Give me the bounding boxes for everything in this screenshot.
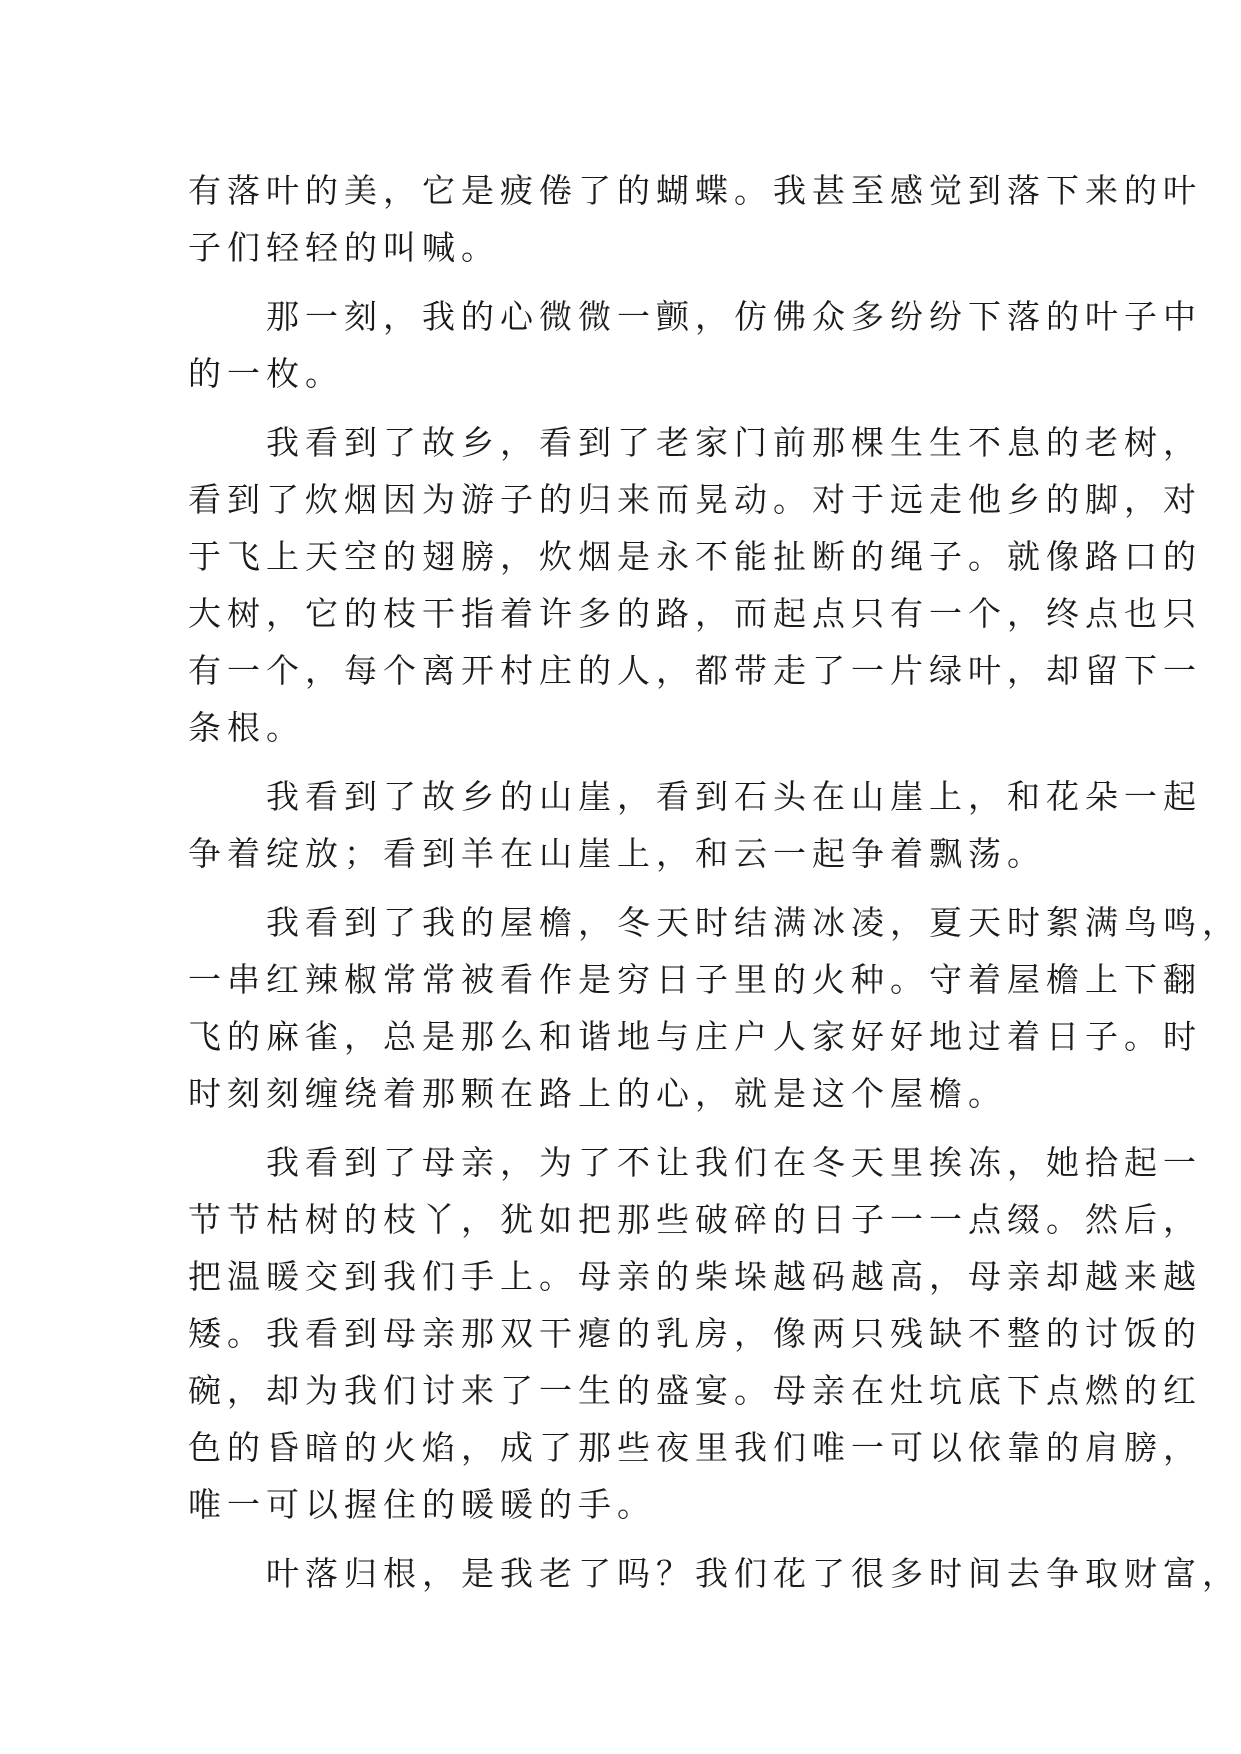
text-line: 一串红辣椒常常被看作是穷日子里的火种。守着屋檐上下翻 (188, 960, 1202, 999)
text-line: 我看到了故乡的山崖，看到石头在山崖上，和花朵一起 (188, 777, 1202, 816)
text-line: 有一个，每个离开村庄的人，都带走了一片绿叶，却留下一 (188, 651, 1202, 690)
text-line: 节节枯树的枝丫，犹如把那些破碎的日子一一点缀。然后， (188, 1200, 1202, 1239)
text-line: 的一枚。 (188, 354, 344, 393)
text-line: 飞的麻雀，总是那么和谐地与庄户人家好好地过着日子。时 (188, 1017, 1202, 1056)
text-line: 那一刻，我的心微微一颤，仿佛众多纷纷下落的叶子中 (188, 297, 1202, 336)
text-line: 色的昏暗的火焰，成了那些夜里我们唯一可以依靠的肩膀， (188, 1428, 1202, 1467)
paragraph (188, 894, 1241, 1122)
text-line: 我看到了母亲，为了不让我们在冬天里挨冻，她拾起一 (188, 1143, 1202, 1182)
text-line: 大树，它的枝干指着许多的路，而起点只有一个，终点也只 (188, 594, 1202, 633)
text-line: 时刻刻缠绕着那颗在路上的心，就是这个屋檐。 (188, 1074, 1007, 1113)
paragraph (188, 1134, 1202, 1533)
text-line: 争着绽放；看到羊在山崖上，和云一起争着飘荡。 (188, 834, 1046, 873)
text-line: 于飞上天空的翅膀，炊烟是永不能扯断的绳子。就像路口的 (188, 537, 1202, 576)
text-line: 把温暖交到我们手上。母亲的柴垛越码越高，母亲却越来越 (188, 1257, 1202, 1296)
text-line: 子们轻轻的叫喊。 (188, 228, 500, 267)
paragraph (188, 162, 1202, 276)
text-line: 有落叶的美，它是疲倦了的蝴蝶。我甚至感觉到落下来的叶 (188, 171, 1202, 210)
text-line: 看到了炊烟因为游子的归来而晃动。对于远走他乡的脚，对 (188, 480, 1202, 519)
paragraph (188, 414, 1202, 756)
text-line: 唯一可以握住的暖暖的手。 (188, 1485, 656, 1524)
text-line: 叶落归根，是我老了吗？我们花了很多时间去争取财富， (188, 1554, 1241, 1593)
text-line: 碗，却为我们讨来了一生的盛宴。母亲在灶坑底下点燃的红 (188, 1371, 1202, 1410)
essay-body (188, 162, 1241, 1614)
text-line: 条根。 (188, 708, 305, 747)
text-line: 矮。我看到母亲那双干瘪的乳房，像两只残缺不整的讨饭的 (188, 1314, 1202, 1353)
paragraph (188, 1545, 1241, 1602)
text-line: 我看到了故乡，看到了老家门前那棵生生不息的老树， (188, 423, 1202, 462)
text-line: 我看到了我的屋檐，冬天时结满冰凌，夏天时絮满鸟鸣， (188, 903, 1241, 942)
paragraph (188, 768, 1202, 882)
paragraph (188, 288, 1202, 402)
